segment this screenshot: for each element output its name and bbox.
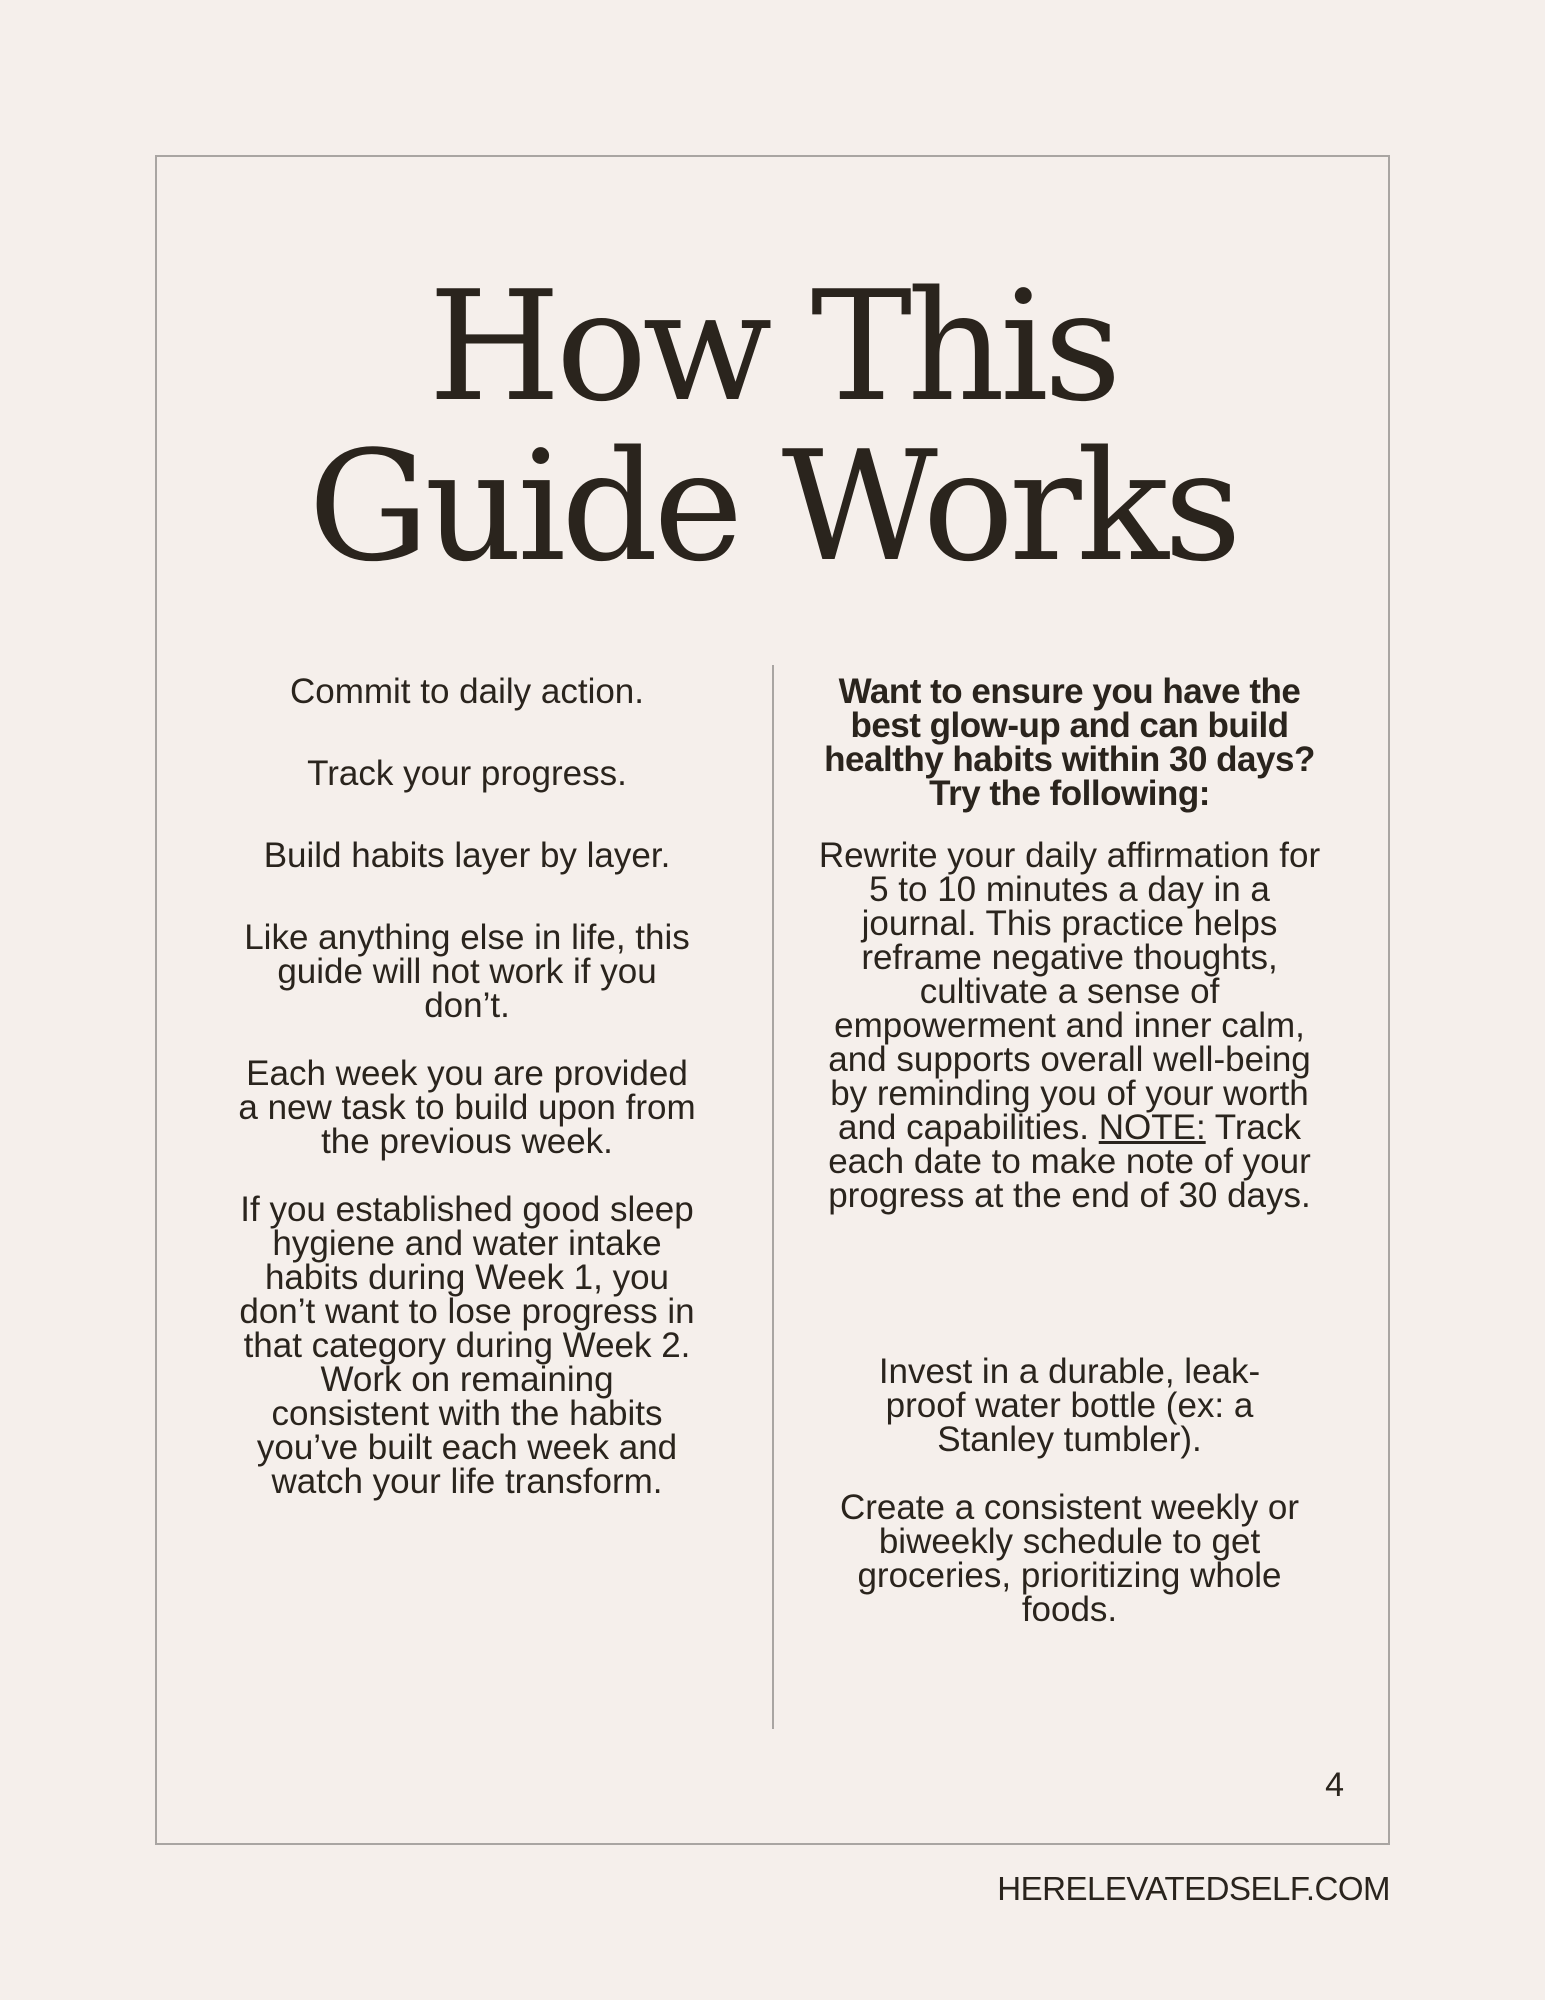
tip-affirmation: [797, 836, 1342, 1215]
list-item: Build habits layer by layer.: [263, 836, 671, 875]
page-number: 4: [1325, 1766, 1344, 1804]
tip-affirmation-note: Track each date to make note of your progress at the end of 30 days.: [828, 1108, 1311, 1215]
list-item: Commit to daily action.: [289, 672, 645, 711]
list-item: Like anything else in life, this guide will not work if you don’t.: [244, 918, 690, 1025]
note-label: NOTE:: [1098, 1108, 1206, 1147]
page-frame: [155, 155, 1390, 1845]
site-url: HERELEVATEDSELF.COM: [997, 1870, 1390, 1907]
tip-groceries: Create a consistent weekly or biweekly schedule to get groceries, prioritizing whole foods.: [839, 1488, 1300, 1629]
list-item: Track your progress.: [307, 754, 627, 793]
tips-heading: Want to ensure you have the best glow-up and can build healthy habits within 30 days? Try the following:: [824, 672, 1315, 813]
list-item: Each week you are provided a new task to build upon from the previous week.: [238, 1054, 696, 1161]
tip-water-bottle: Invest in a durable, leak-proof water bottle (ex: a Stanley tumbler).: [878, 1352, 1261, 1459]
tip-affirmation-text: Rewrite your daily affirmation for 5 to 10 minutes a day in a journal. This practice helps reframe negative thoughts, cultivate a sense of empowerment and inner calm, and supports overall well-being by reminding you of your worth and capabilities.: [818, 836, 1321, 1147]
page-title: [157, 258, 1388, 595]
title-line-1: How This: [428, 258, 1117, 435]
title-line-2: Guide Works: [308, 418, 1237, 595]
list-item: If you established good sleep hygiene and water intake habits during Week 1, you don’t want to lose progress in that category during Week 2. Work on remaining consistent with the habits you’ve built each week and watch your life transform.: [239, 1190, 695, 1501]
column-divider: [772, 665, 774, 1729]
